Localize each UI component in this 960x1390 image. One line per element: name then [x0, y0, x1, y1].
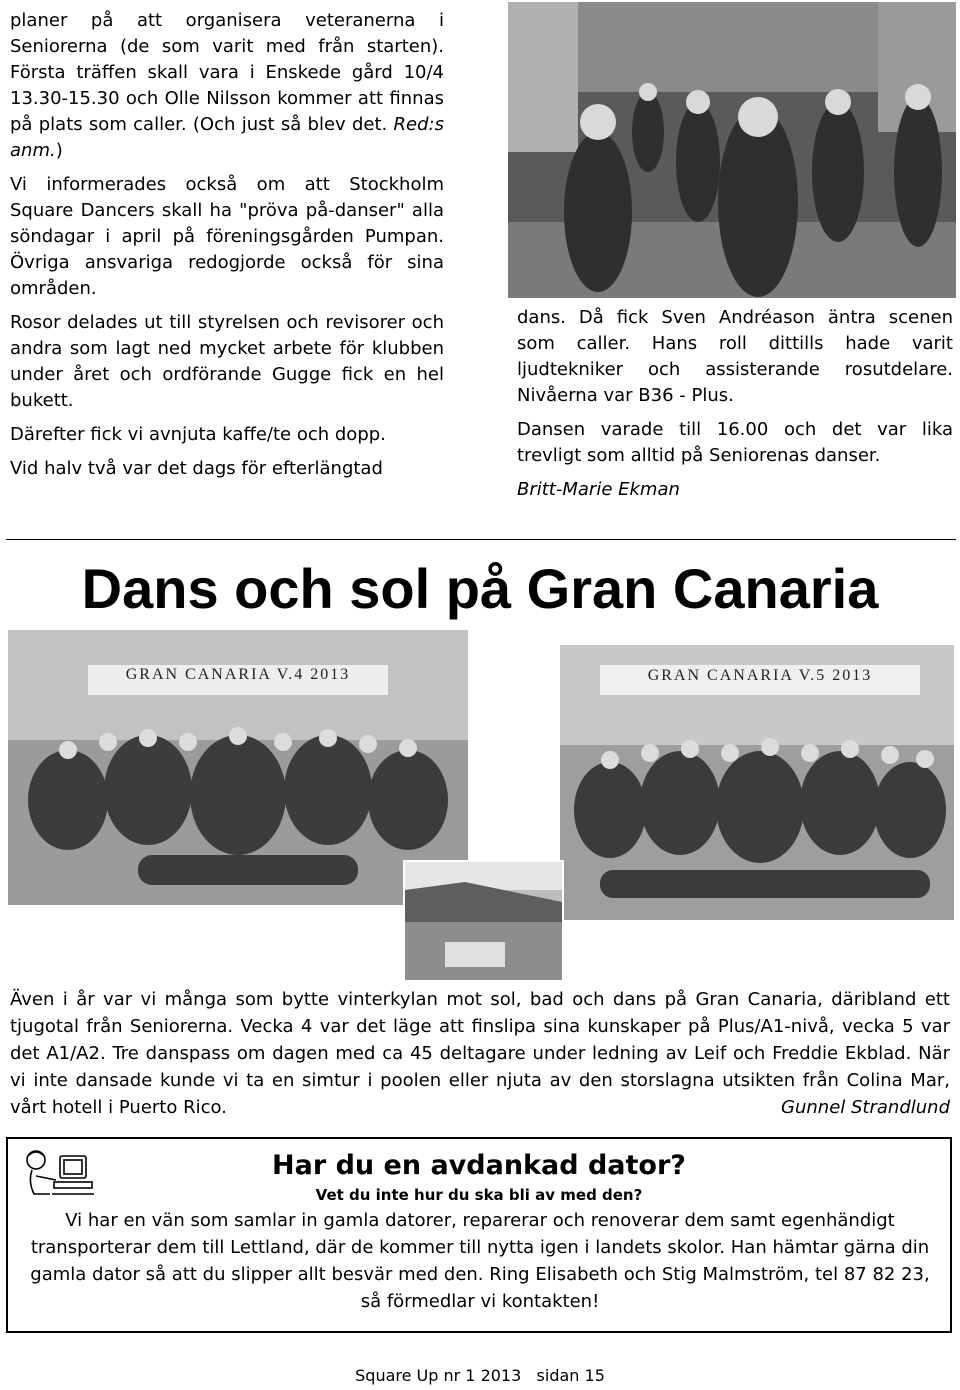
group-photo-week4 [8, 630, 468, 905]
article-headline: Dans och sol på Gran Canaria [81, 557, 879, 620]
gran-canaria-article [10, 986, 950, 1121]
puerto-rico-view-photo [403, 860, 564, 982]
paragraph-text: ) [55, 140, 63, 161]
dance-hall-photo [508, 2, 956, 298]
right-column [517, 305, 953, 511]
paragraph-caller: dans. Då fick Sven Andréason äntra scenen som caller. Hans roll dittills hade varit ljudtekniker och assisterande rosutdelare. Nivåerna var B36 - Plus. [517, 307, 953, 406]
box-body: Vi har en vän som samlar in gamla datorer, reparerar och renoverar dem samt egenhändigt transporterar dem till Lettland, där de kommer till nytta igen i landets skolor. Han hämtar gärna din gamla dator så att du slipper allt besvär med den. Ring Elisabeth och Stig Malmström, tel 87 82 23, så förmedlar vi kontakten! [30, 1210, 930, 1312]
dance-hall-image [508, 2, 956, 298]
section-divider [6, 539, 956, 540]
paragraph-dance-start: Vid halv två var det dags för efterlängtad [10, 458, 383, 479]
paragraph-dance-end: Dansen varade till 16.00 och det var lika trevligt som alltid på Seniorenas danser. [517, 419, 953, 466]
box-title: Har du en avdankad dator? [272, 1150, 686, 1181]
paragraph-try-dances: Vi informerades också om att Stockholm Square Dancers skall ha "pröva på-danser" alla söndagar i april på föreningsgården Pumpan. Övriga ansvariga redogjorde också för sina områden. [10, 174, 444, 299]
author-signature: Gunnel Strandlund [781, 1097, 950, 1118]
gran-canaria-text: Även i år var vi många som bytte vinterkylan mot sol, bad och dans på Gran Canaria, däribland ett tjugotal från Seniorerna. Vecka 4 var det läge att finslipa sina kunskaper på Plus/A1-nivå, vecka 5 var det A1/A2. Tre danspass om dagen med ca 45 deltagare under ledning av Leif och Freddie Ekblad. När vi inte dansade kunde vi ta en simtur i poolen eller njuta av den storslagna utsikten från Colina Mar, vårt hotell i Puerto Rico. [10, 989, 950, 1118]
author-signature: Britt-Marie Ekman [517, 479, 680, 500]
paragraph-roses: Rosor delades ut till styrelsen och revisorer och andra som lagt ned mycket arbete för klubben under året och ordförande Gugge fick en hel bukett. [10, 312, 444, 411]
coastline-image [405, 862, 562, 980]
paragraph-text: planer på att organisera veteranerna i Seniorerna (de som varit med från starten). Första träffen skall vara i Enskede gård 10/4 13.30-15.30 och Olle Nilsson kommer att finnas på plats som caller. (Och just så blev det. [10, 10, 444, 135]
group-image-week5 [560, 645, 954, 920]
banner-week4: GRAN CANARIA V.4 2013 [125, 666, 351, 683]
computer-donation-box [6, 1137, 952, 1333]
paragraph-coffee: Därefter fick vi avnjuta kaffe/te och dopp. [10, 424, 386, 445]
box-subtitle: Vet du inte hur du ska bli av med den? [315, 1186, 643, 1204]
banner-week5: GRAN CANARIA V.5 2013 [647, 667, 873, 684]
group-photo-week5 [560, 645, 954, 920]
computer-user-clipart-icon [22, 1146, 96, 1202]
left-column [10, 8, 444, 490]
editor-note: Red:s anm. [10, 114, 444, 161]
page-footer: Square Up nr 1 2013 sidan 15 [355, 1366, 605, 1385]
paragraph-veterans [10, 8, 444, 164]
